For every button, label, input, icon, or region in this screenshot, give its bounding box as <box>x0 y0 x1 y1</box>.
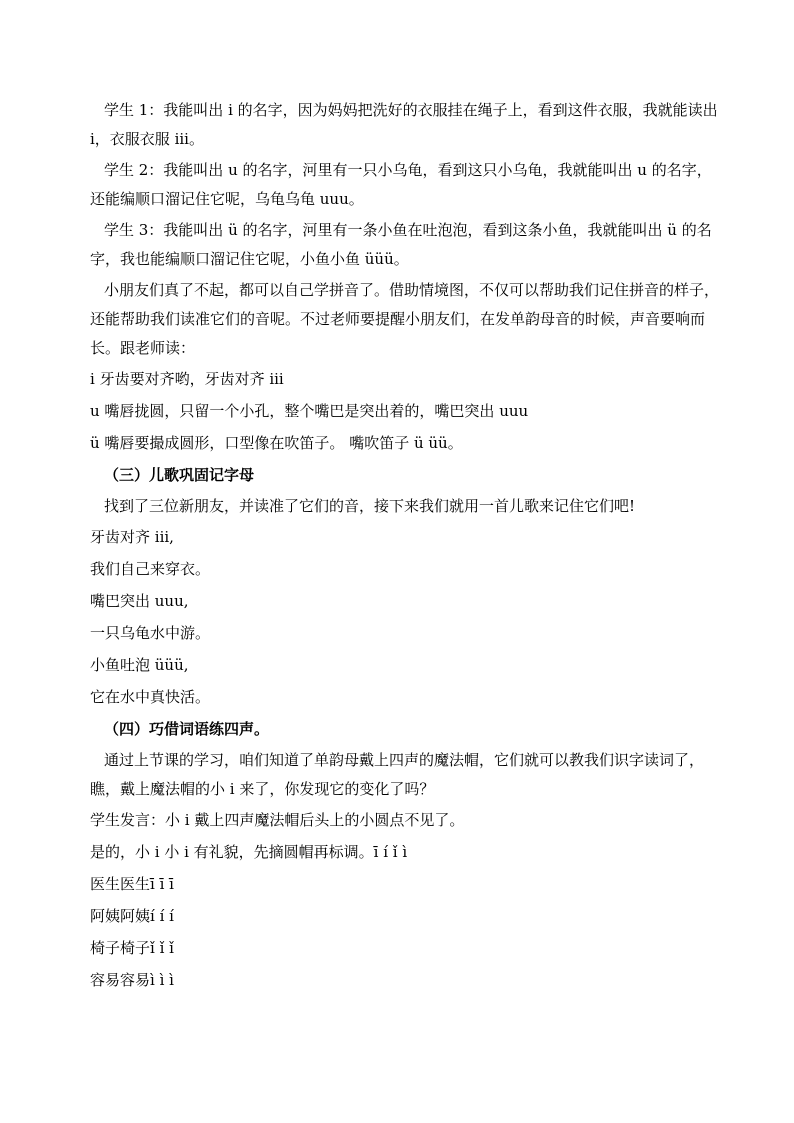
word-practice-line: 阿姨阿姨í í í <box>90 907 174 925</box>
tone-rule-line: 是的，小 i 小 i 有礼貌，先摘圆帽再标调。ī í ǐ ì <box>90 843 408 861</box>
song-line: 小鱼吐泡 üüü, <box>90 656 189 674</box>
song-line: 嘴巴突出 uuu, <box>90 592 189 610</box>
student-3-paragraph: 学生 3：我能叫出 ü 的名字，河里有一条小鱼在吐泡泡，看到这条小鱼，我就能叫出 ü 的名字，我也能编顺口溜记住它呢，小鱼小鱼 üüü。 <box>90 221 712 268</box>
word-practice-line: 医生医生ī ī ī <box>90 875 174 893</box>
word-practice-line: 容易容易ì ì ì <box>90 971 174 989</box>
read-line-u: u 嘴唇拢圆，只留一个小孔，整个嘴巴是突出着的，嘴巴突出 uuu <box>90 402 529 420</box>
song-line: 它在水中真快活。 <box>90 688 211 706</box>
song-line: 牙齿对齐 iii, <box>90 528 174 546</box>
document-body <box>90 96 720 998</box>
song-line: 我们自己来穿衣。 <box>90 560 211 578</box>
word-practice-line: 椅子椅子ǐ ǐ ǐ <box>90 939 174 957</box>
student-2-paragraph: 学生 2：我能叫出 u 的名字，河里有一只小乌龟，看到这只小乌龟，我就能叫出 u 的名字，还能编顺口溜记住它呢，乌龟乌龟 uuu。 <box>90 161 712 208</box>
section-4-heading: （四）巧借词语练四声。 <box>104 720 270 738</box>
student-response-line: 学生发言：小 i 戴上四声魔法帽后头上的小圆点不见了。 <box>90 811 465 829</box>
read-line-v: ü 嘴唇要撮成圆形，口型像在吹笛子。 嘴吹笛子 ü üü。 <box>90 434 463 452</box>
teacher-paragraph: 小朋友们真了不起，都可以自己学拼音了。借助情境图，不仅可以帮助我们记住拼音的样子，还能帮助我们读准它们的音呢。不过老师要提醒小朋友们，在发单韵母音的时候，声音要响而长。跟老师读： <box>90 281 720 357</box>
section-4-paragraph-1: 通过上节课的学习，咱们知道了单韵母戴上四声的魔法帽，它们就可以教我们识字读词了，瞧，戴上魔法帽的小 i 来了，你发现它的变化了吗？ <box>90 751 705 798</box>
section-3-heading: （三）儿歌巩固记字母 <box>104 466 255 484</box>
read-line-i: i 牙齿要对齐哟，牙齿对齐 iii <box>90 370 284 388</box>
student-1-paragraph: 学生 1：我能叫出 i 的名字，因为妈妈把洗好的衣服挂在绳子上，看到这件衣服，我就能读出 i，衣服衣服 iii。 <box>90 101 718 148</box>
song-line: 一只乌龟水中游。 <box>90 624 211 642</box>
section-3-intro: 找到了三位新朋友，并读准了它们的音，接下来我们就用一首儿歌来记住它们吧! <box>104 497 636 515</box>
